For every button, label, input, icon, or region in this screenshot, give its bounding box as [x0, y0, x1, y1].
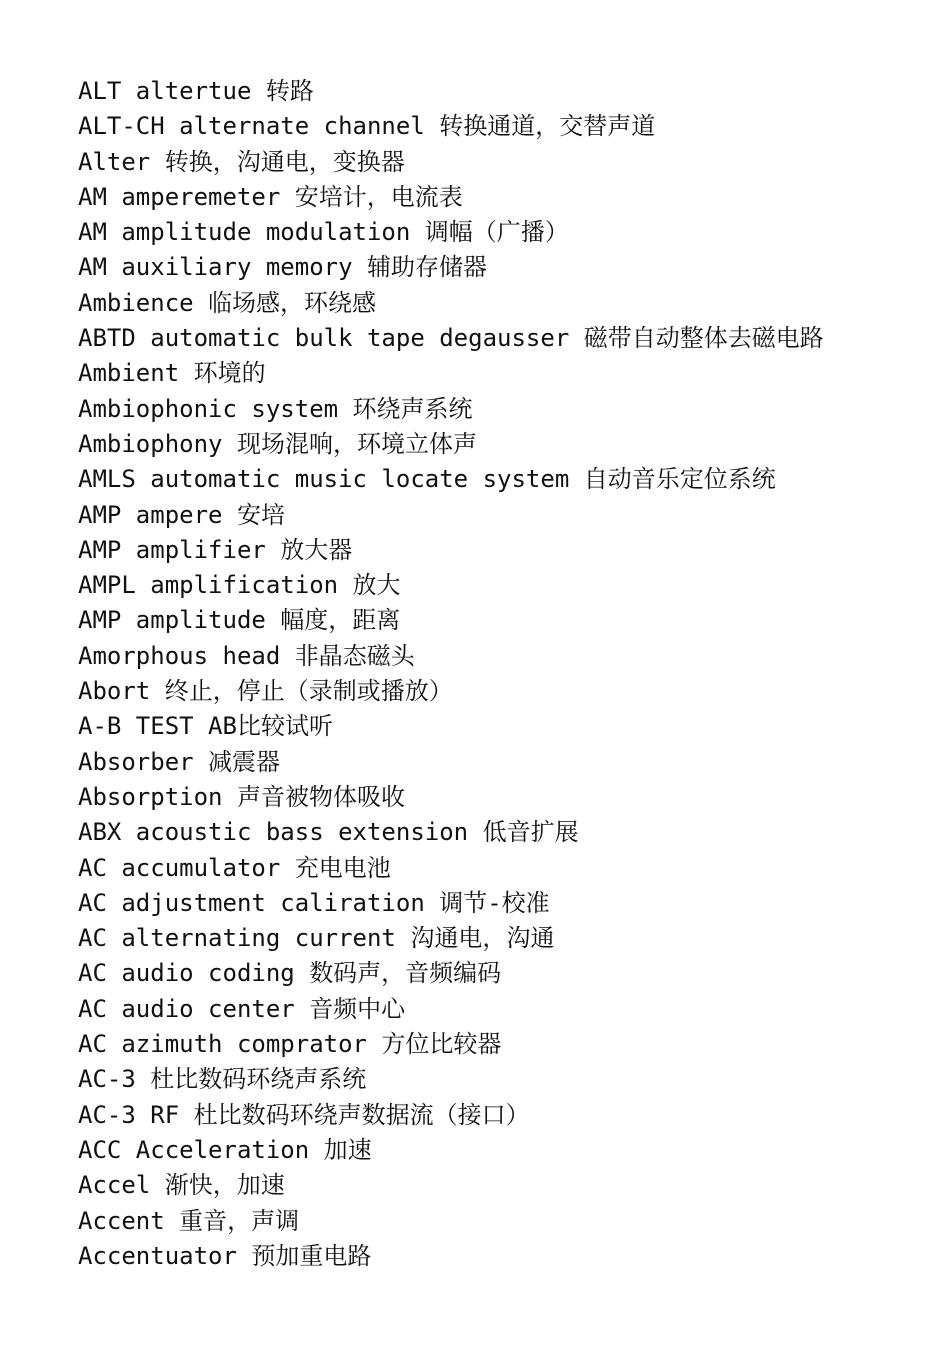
glossary-entry: AM auxiliary memory 辅助存储器 [78, 253, 487, 282]
glossary-list [78, 74, 824, 1274]
glossary-entry: AC-3 杜比数码环绕声系统 [78, 1065, 367, 1094]
glossary-entry: AMLS automatic music locate system 自动音乐定位系统 [78, 465, 776, 494]
glossary-entry: Ambience 临场感，环绕感 [78, 288, 377, 317]
glossary-entry: AC azimuth comprator 方位比较器 [78, 1030, 502, 1059]
glossary-entry: Abort 终止，停止（录制或播放） [78, 677, 453, 706]
glossary-entry: ABX acoustic bass extension 低音扩展 [78, 818, 579, 847]
glossary-entry: A-B TEST AB比较试听 [78, 712, 333, 741]
glossary-entry: ABTD automatic bulk tape degausser 磁带自动整体去磁电路 [78, 324, 824, 353]
glossary-entry: Ambiophonic system 环绕声系统 [78, 394, 473, 423]
glossary-entry: Alter 转换，沟通电，变换器 [78, 147, 405, 176]
glossary-entry: Absorption 声音被物体吸收 [78, 782, 405, 811]
glossary-entry: AMP amplifier 放大器 [78, 535, 353, 564]
glossary-entry: Accent 重音，声调 [78, 1206, 300, 1235]
glossary-entry: AMP amplitude 幅度，距离 [78, 606, 401, 635]
glossary-entry: ALT altertue 转路 [78, 77, 314, 105]
glossary-entry: AM amplitude modulation 调幅（广播） [78, 218, 569, 247]
glossary-entry: Absorber 减震器 [78, 747, 281, 776]
glossary-entry: Amorphous head 非晶态磁头 [78, 641, 415, 670]
glossary-entry: ACC Acceleration 加速 [78, 1135, 372, 1164]
glossary-entry: AC audio center 音频中心 [78, 994, 406, 1023]
glossary-entry: AMP ampere 安培 [78, 500, 285, 529]
glossary-entry: AC-3 RF 杜比数码环绕声数据流（接口） [78, 1100, 530, 1129]
glossary-entry: AC accumulator 充电电池 [78, 853, 391, 882]
glossary-entry: AMPL amplification 放大 [78, 571, 401, 600]
glossary-entry: ALT-CH alternate channel 转换通道，交替声道 [78, 112, 656, 141]
glossary-entry: AC alternating current 沟通电，沟通 [78, 924, 555, 953]
glossary-entry: Accentuator 预加重电路 [78, 1241, 372, 1270]
glossary-entry: AC audio coding 数码声，音频编码 [78, 959, 502, 988]
glossary-entry: AC adjustment caliration 调节-校准 [78, 888, 550, 917]
glossary-entry: Ambiophony 现场混响，环境立体声 [78, 429, 477, 458]
glossary-entry: AM amperemeter 安培计，电流表 [78, 182, 463, 211]
glossary-entry: Ambient 环境的 [78, 359, 266, 388]
glossary-entry: Accel 渐快，加速 [78, 1171, 285, 1200]
